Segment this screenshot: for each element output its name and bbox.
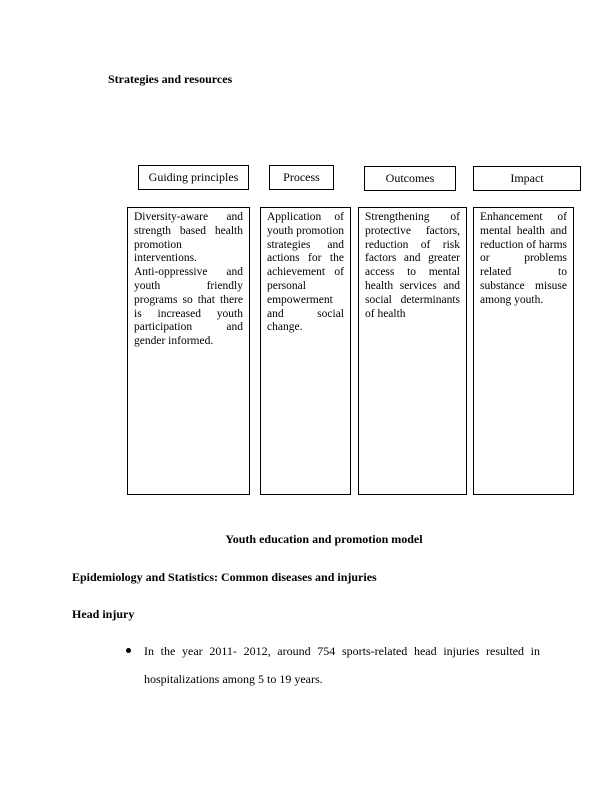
column-process [260, 207, 351, 495]
outcomes-paragraph: Strengthening of protective factors, reduction of risk factors and greater access to mental health services and social determinants of health [365, 211, 460, 320]
bullet-text: In the year 2011- 2012, around 754 sports-related head injuries resulted in hospitalizations among 5 to 19 years. [144, 644, 540, 686]
bullet-icon [126, 648, 131, 653]
header-outcomes: Outcomes [364, 166, 456, 191]
model-caption: Youth education and promotion model [225, 532, 423, 546]
impact-paragraph: Enhancement of mental health and reduction of harms or problems related to substance misuse among youth. [480, 211, 567, 306]
column-outcomes [358, 207, 467, 495]
column-impact [473, 207, 574, 495]
header-process: Process [269, 165, 334, 190]
column-guiding-principles [127, 207, 250, 495]
guiding-principles-paragraph-2: Anti-oppressive and youth friendly programs so that there is increased youth participation and gender informed. [134, 266, 243, 348]
section-title: Strategies and resources [108, 72, 233, 86]
process-paragraph: Application of youth promotion strategies and actions for the achievement of personal empowerment and social change. [267, 211, 344, 334]
head-injury-heading: Head injury [72, 607, 135, 621]
header-impact: Impact [473, 166, 581, 191]
header-guiding-principles: Guiding principles [138, 165, 249, 190]
guiding-principles-paragraph-1: Diversity-aware and strength based health promotion interventions. [134, 211, 243, 265]
epidemiology-heading: Epidemiology and Statistics: Common diseases and injuries [72, 570, 377, 584]
